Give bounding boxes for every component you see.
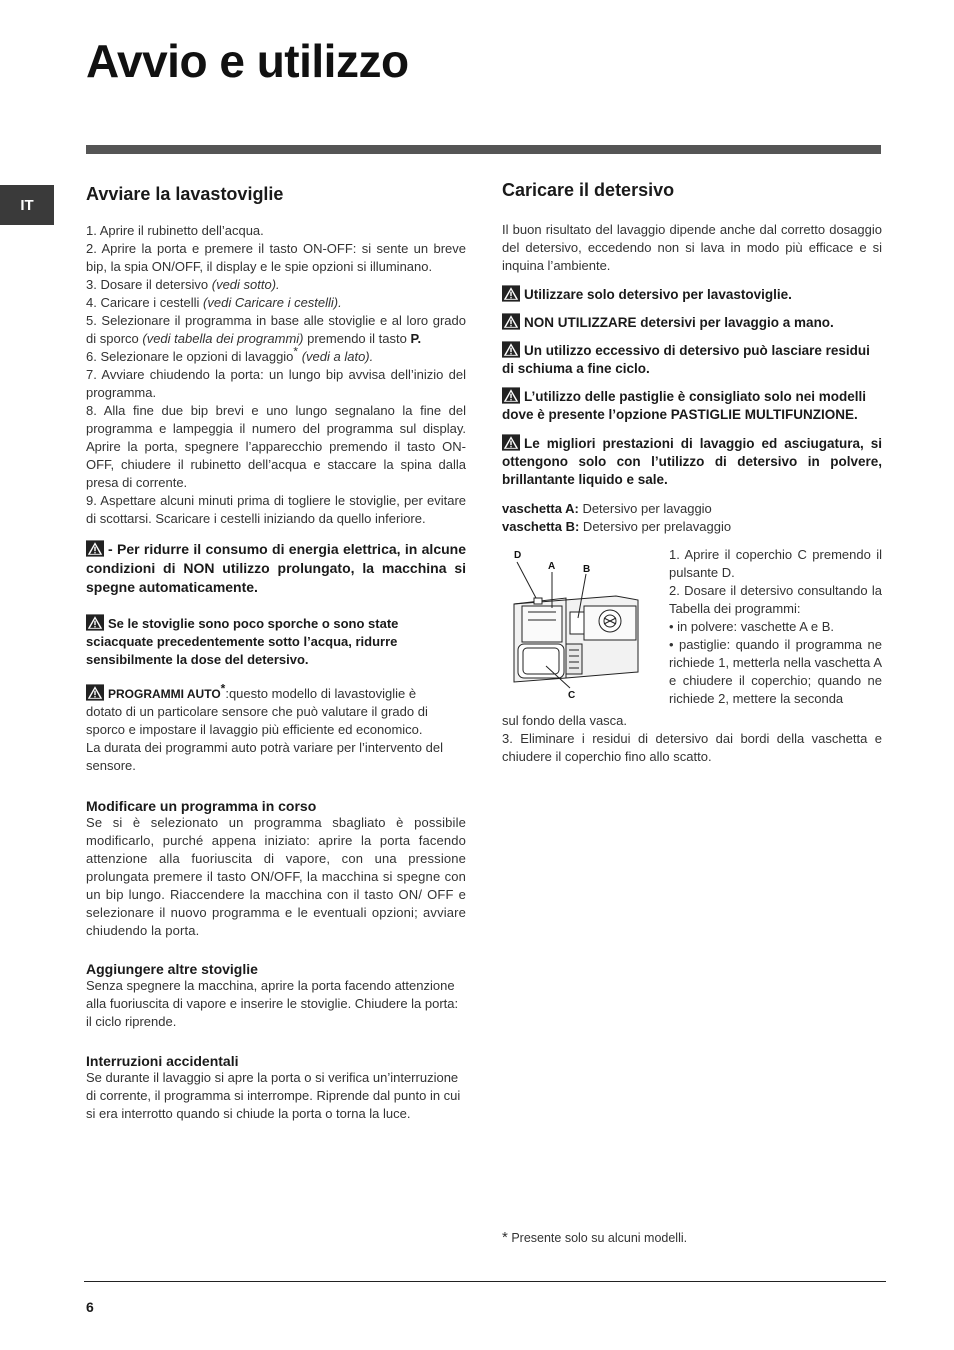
step-5: 5. Selezionare il programma in base alle stoviglie e al loro grado di sporco (vedi tabella dei programmi) premendo il tasto P. xyxy=(86,313,466,346)
warning-no-hand-detergent: NON UTILIZZARE detersivi per lavaggio a mano. xyxy=(502,313,882,332)
dispenser-instructions: 1. Aprire il coperchio C premendo il pulsante D. 2. Dosare il detersivo consultando la Tabella dei programmi: • in polvere: vaschette A e B. • pastiglie: quando il programma ne richiede 1, metterla nella vaschetta A e chiudere il coperchio; quando ne richiede 2, mettere la seconda xyxy=(669,547,882,706)
warning-icon xyxy=(86,540,104,557)
page-number: 6 xyxy=(86,1299,94,1315)
page-title: Avvio e utilizzo xyxy=(86,35,409,87)
subheading: Aggiungere altre stoviglie xyxy=(86,961,258,977)
right-heading: Caricare il detersivo xyxy=(502,180,675,200)
warning-icon xyxy=(502,434,520,451)
subheading: Modificare un programma in corso xyxy=(86,798,317,814)
warning-icon xyxy=(86,684,104,701)
steps-list xyxy=(86,222,466,528)
title-rule xyxy=(86,145,881,154)
warning-tablets: L’utilizzo delle pastiglie è consigliato solo nei modelli dove è presente l’opzione PASTIGLIE MULTIFUNZIONE. xyxy=(502,389,867,422)
step-3: 3. Dosare il detersivo (vedi sotto). xyxy=(86,277,280,292)
step-1: 1. Aprire il rubinetto dell’acqua. xyxy=(86,223,264,238)
step-9: 9. Aspettare alcuni minuti prima di togliere le stoviglie, per evitare di scottarsi. Scaricare i cestelli iniziando da quello inferiore. xyxy=(86,493,466,526)
compartment-legend: vaschetta A: Detersivo per lavaggio vaschetta B: Detersivo per prelavaggio xyxy=(502,501,732,534)
label-a: A xyxy=(548,561,556,572)
auto-programs-note: PROGRAMMI AUTO*:questo modello di lavastoviglie è dotato di un particolare sensore che può valutare il grado di sporco e impostare il lavaggio più efficiente ed economico. La durata dei programmi auto potrà variare per l’intervento del sensore. xyxy=(86,681,443,773)
warning-energy: - Per ridurre il consumo di energia elettrica, in alcune condizioni di NON utilizzo prolungato, la macchina si spegne automaticamente. xyxy=(86,541,466,595)
footnote: * Presente solo su alcuni modelli. xyxy=(502,1229,688,1246)
section-interruptions: Interruzioni accidentali Se durante il lavaggio si apre la porta o si verifica un’interruzione di corrente, il programma si interrompe. Riprende dal punto in cui si era interrotto quando si chiude la porta o torna la luce. xyxy=(86,1053,466,1123)
warning-icon xyxy=(502,387,520,404)
warning-best-results: Le migliori prestazioni di lavaggio ed asciugatura, si ottengono solo con l’utilizzo di detersivo in polvere, brillantante liquido e sale. xyxy=(502,436,882,487)
step-4: 4. Caricare i cestelli (vedi Caricare i cestelli). xyxy=(86,295,342,310)
left-heading: Avviare la lavastoviglie xyxy=(86,184,284,204)
warning-rinse: Se le stoviglie sono poco sporche o sono state sciacquate precedentemente sotto l’acqua, ridurre sensibilmente la dose del detersivo. xyxy=(86,616,399,667)
warning-icon xyxy=(502,341,520,358)
detergent-dispenser-diagram xyxy=(506,546,656,704)
warning-icon xyxy=(86,614,104,631)
step-7: 7. Avviare chiudendo la porta: un lungo bip avvisa dell’inizio del programma. xyxy=(86,367,466,400)
label-c: C xyxy=(568,690,576,701)
subheading: Interruzioni accidentali xyxy=(86,1053,239,1069)
section-add-dishes: Aggiungere altre stoviglie Senza spegnere la macchina, aprire la porta facendo attenzione alla fuoriuscita di vapore e inserire le stoviglie. Chiudere la porta: il ciclo riprende. xyxy=(86,961,466,1031)
step-2: 2. Aprire la porta e premere il tasto ON-OFF: si sente un breve bip, la spia ON/OFF, il display e le spie opzioni si illuminano. xyxy=(86,241,466,274)
warning-excess-detergent: Un utilizzo eccessivo di detersivo può lasciare residui di schiuma a fine ciclo. xyxy=(502,343,870,376)
label-b: B xyxy=(583,564,591,575)
footer-rule xyxy=(84,1281,886,1282)
warning-icon xyxy=(502,313,520,330)
warning-dishwasher-only: Utilizzare solo detersivo per lavastoviglie. xyxy=(502,285,882,304)
detergent-intro: Il buon risultato del lavaggio dipende anche dal corretto dosaggio del detersivo, eccedendo non si lava in modo più efficace e si inquina l’ambiente. xyxy=(502,222,882,273)
step-8: 8. Alla fine due bip brevi e uno lungo segnalano la fine del programma e lampeggia il numero del programma sul display. Aprire la porta, spegnere l’apparecchio premendo il tasto ON-OFF, chiudere il rubinetto dell’acqua e staccare la spina dalla presa di corrente. xyxy=(86,403,466,490)
language-tab: IT xyxy=(0,185,54,225)
label-d: D xyxy=(514,550,522,561)
section-modify-program: Modificare un programma in corso Se si è selezionato un programma sbagliato è possibile modificarlo, purché appena iniziato: aprire la porta facendo attenzione alla fuoriuscita di vapore, con una pressione prolungata premere il tasto ON/OFF, la macchina si spegne con un bip lungo. Riaccendere la macchina con il tasto ON/ OFF e selezionare il nuovo programma e le eventuali opzioni; avviare chiudendo la porta. xyxy=(86,798,466,938)
dispenser-instructions-cont: sul fondo della vasca. 3. Eliminare i residui di detersivo dai bordi della vaschetta e chiudere il coperchio fino allo scatto. xyxy=(502,713,882,764)
warning-icon xyxy=(502,285,520,302)
step-6: 6. Selezionare le opzioni di lavaggio* (vedi a lato). xyxy=(86,344,374,364)
